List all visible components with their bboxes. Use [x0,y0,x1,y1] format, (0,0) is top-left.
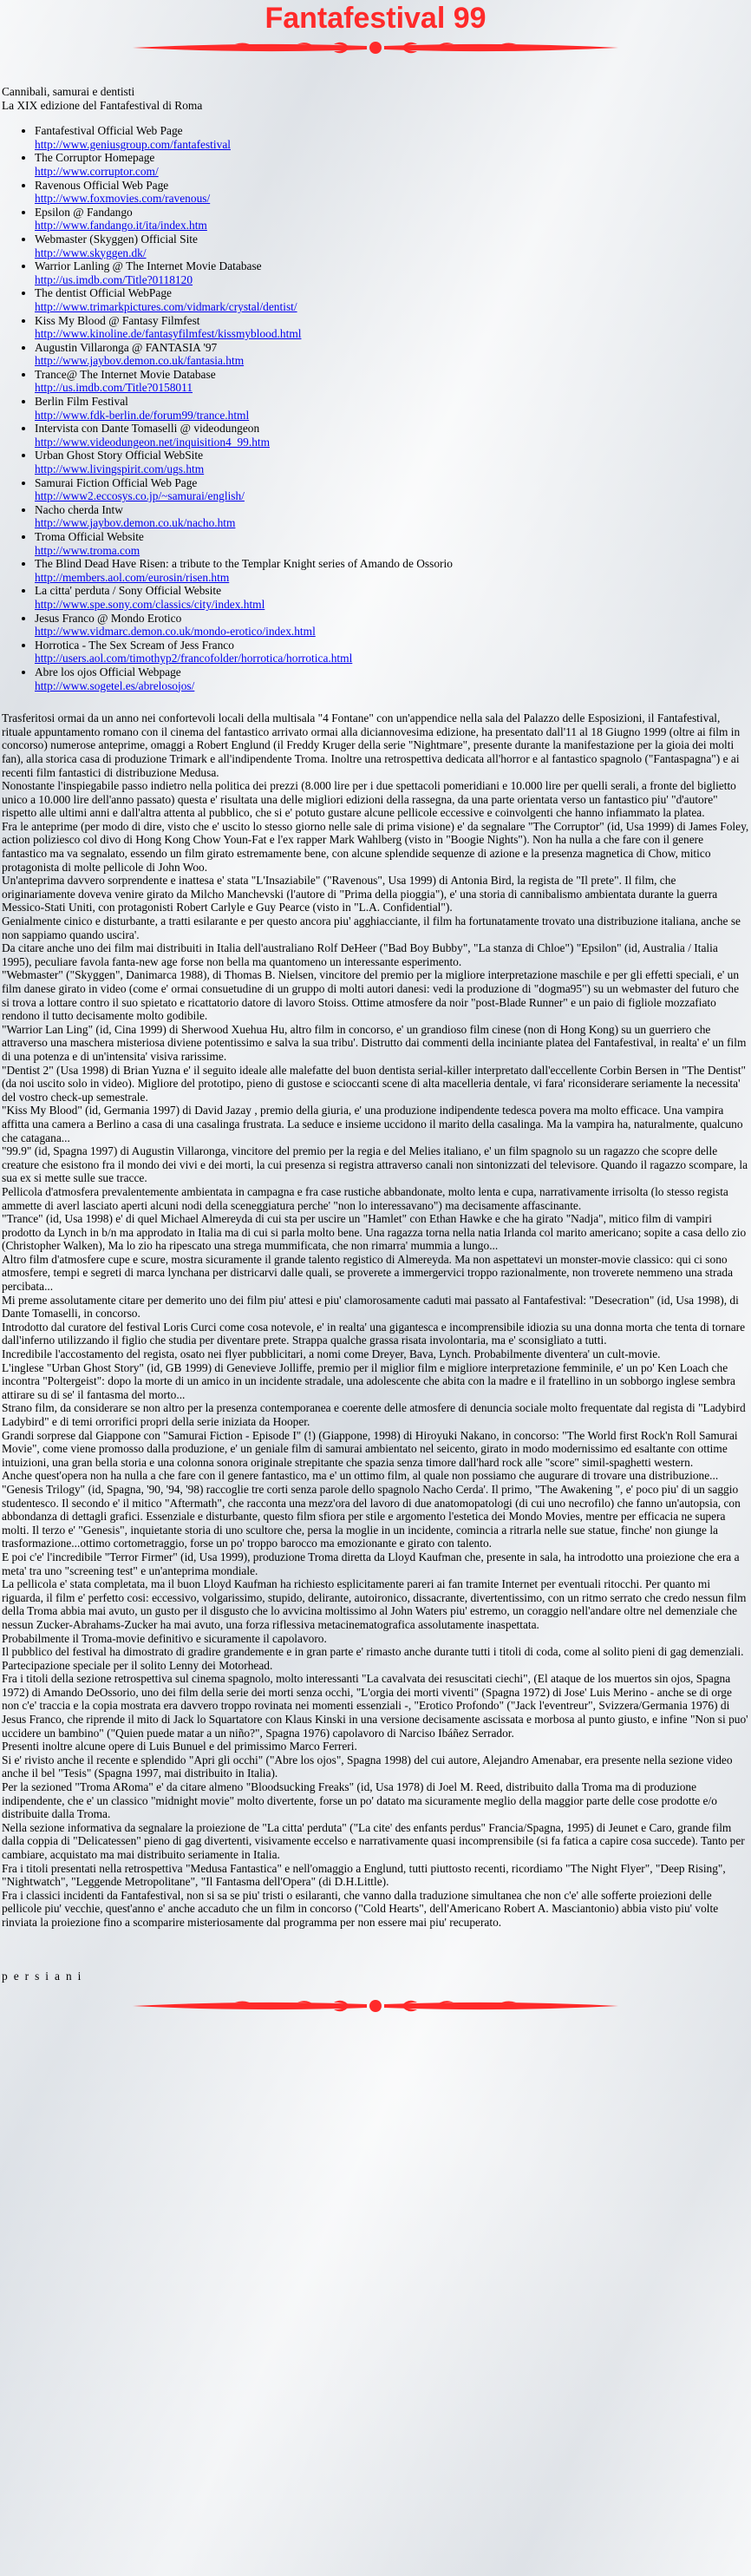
link-title: • Trance@ The Internet Movie Database [35,367,216,381]
article-paragraph: Incredibile l'accostamento del regista, osato nei flyer pubblicitari, a nomi come Dreyer, Bava, Lynch. Probabilmente diventera' un cult-movie. [2,1347,661,1361]
article-paragraph: La pellicola e' stata completata, ma il buon Lloyd Kaufman ha richiesto esplicitamente pareri ai fan tramite Internet per eventuali ritocchi. Per quanto mi riguarda, il film e' perfetto cosi: eccessivo, volgarissimo, stupido, delirante, autoironico, dissacrante, divertentissimo, con un ritmo serrato che credo nessun film della Troma abbia mai avuto, un gusto per il disgusto che lo avvicina moltissimo al John Waters piu' estremo, un coraggio nell'andare oltre nel demenziale che nessun Zucker-Abrahams-Zucker ha mai avuto, una forza riflessiva metacinematografica assolutamente inaspettata. [2,1577,747,1631]
link-title: • Ravenous Official Web Page [35,178,169,192]
article-paragraph: "Webmaster" ("Skyggen", Danimarca 1988), di Thomas B. Nielsen, vincitore del premio per la migliore interpretazione maschile e per gli effetti speciali, e' un film danese girato in video (come e' ormai consuetudine di un gruppo di molti autori danesi: vedi la produzione di "dogma95") su un webmaster del futuro che si trova a lottare contro il suo spietato e ricattatorio datore di lavoro Stoiss. Ottime atmosfere da noir "post-Blade Runner" e un paio di figliole mozzafiato rendono il tutto decisamente molto godibile. [2,968,740,1023]
article-paragraph: "Warrior Lan Ling" (id, Cina 1999) di Sherwood Xuehua Hu, altro film in concorso, e' un grandioso film cinese (non di Hong Kong) su un guerriero che attraverso una maschera misteriosa diviene potentissimo e salva la sua tribu'. Distrutto dai commenti della inciniante platea del Fantafestival, in realta' e' un film di una potenza e di un'intensita' visiva rarissime. [2,1022,747,1063]
link-list-item [35,449,751,475]
link-title: • Urban Ghost Story Official WebSite [35,449,204,462]
article-paragraph: Fra i titoli della sezione retrospettiva sul cinema spagnolo, molto interessanti "La cavalvata dei resuscitati ciechi", (El ataque de los muertos sin ojos, Spagna 1972) di Amando DeOssorio, uno dei film della serie dei morti senza occhi, "L'orgia dei morti viventi" (Spagna 1972) di Jose' Luis Merino - anche se di orge non c'e' traccia e la copia mostrata era davvero troppo rovinata nei momenti essenziali -, "Erotico Profondo" ("Jack l'eventreur", Svizzera/Germania 1976) di Jesus Franco, che riprende il mito di Jack lo Squartatore con Klaus Kinski in una versione decisamente ascissata e morbosa al punto giusto, e infine "Non si puo' uccidere un bambino" ("Quien puede matar a un niño?", Spagna 1976) capolavoro di Narciso Ibáñez Serrador. [2,1672,748,1740]
link-title: • Samurai Fiction Official Web Page [35,475,198,489]
link-list-item [35,503,751,530]
article-paragraph: "Dentist 2" (Usa 1998) di Brian Yuzna e' il seguito ideale alle malefatte del buon dentista serial-killer interpretato dall'eccellente Corbin Bersen in "The Dentist" (da noi uscito solo in video). Migliore del prototipo, pieno di gustose e scioccanti scene di alta macelleria dentale, vi fara' riconsiderare seriamente la necessita' del vostro check-up semestrale. [2,1063,746,1104]
article-paragraph: Nonostante l'inspiegabile passo indietro nella politica dei prezzi (8.000 lire per i due spettacoli pomeridiani e 10.000 lire per quelli serali, a fronte del biglietto unico a 10.000 lire dell'anno passato) questa e' risultata una delle migliori edizioni della rassegna, da una parte orientata verso un fantastico piu' "d'autore" rispetto alle ultimi anni e dall'altra attenta al pubblico, che si e' potuto gustare alcune pellicole eccessive e coinvolgenti che hanno infiammato la platea. [2,779,736,820]
article-body [0,711,751,1929]
link-url[interactable]: http://www.corruptor.com/ [35,164,159,178]
link-url[interactable]: http://www.fdk-berlin.de/forum99/trance.html [35,408,250,422]
link-list-item [35,233,751,259]
link-list-item [35,314,751,341]
article-paragraph: E poi c'e' l'incredibile "Terror Firmer" (id, Usa 1999), produzione Troma diretta da Lloyd Kaufman che, presente in sala, ha introdotto una proiezione che era a meta' tra uno "screening test" e un'anteprima mondiale. [2,1550,740,1577]
link-list-item [35,286,751,313]
link-list-item [35,665,751,692]
link-list-item [35,639,751,665]
link-url[interactable]: http://www.geniusgroup.com/fantafestival [35,137,231,151]
article-paragraph: Pellicola d'atmosfera prevalentemente ambientata in campagna e fra case rustiche abbandonate, molto lenta e cupa, narrativamente irrisolta (lo stesso regista ammette di averl lasciato aperti alcuni nodi della sceneggiatura perche' "non lo interessavano") ma decisamente affascinante. [2,1184,728,1212]
article-paragraph: Probabilmente il Troma-movie definitivo e sicuramente il capolavoro. [2,1631,327,1645]
link-title: • Nacho cherda Intw [35,502,123,516]
link-title: • Abre los ojos Official Webpage [35,665,181,678]
article-paragraph: Introdotto dal curatore del festival Loris Curci come cosa notevole, e' in realta' una gigantesca e incomprensibile idiozia su una donna morta che tenta di tornare dall'inferno utilizzando il figlio che studia per diventare prete. Strappa qualche grassa risata involontaria, ma e' sconsigliato a tutti. [2,1320,746,1347]
link-title: • Epsilon @ Fandango [35,205,133,219]
link-title: • La citta' perduta / Sony Official Website [35,584,222,598]
article-paragraph: Da citare anche uno dei film mai distribuiti in Italia dell'australiano Rolf DeHeer ("Bad Boy Bubby", "La stanza di Chloe") "Epsilon" (id, Australia / Italia 1995), peculiare favola fanta-new age forse non bella ma quantomeno un interessante esperimento. [2,941,718,968]
link-list-item [35,179,751,206]
link-list [0,124,751,692]
link-url[interactable]: http://www.sogetel.es/abrelosojos/ [35,678,195,692]
link-url[interactable]: http://www.fandango.it/ita/index.htm [35,219,207,233]
article-paragraph: Fra le anteprime (per modo di dire, visto che e' uscito lo stesso giorno nelle sale di prima visione) e' da segnalare "The Corruptor" (id, Usa 1999) di James Foley, action poliziesco col divo di Hong Kong Chow Youn-Fat e l'ex rapper Mark Wahlberg (visto in "Boogie Nights"). Non ha nulla a che fare con il genere fantastico ma va segnalato, essendo un film girato estremamente bene, con alcune splendide sequenze di azione e la presenza magnetica di Chow, mitico protagonista di molte pellicole di John Woo. [2,819,749,874]
link-title: • Berlin Film Festival [35,395,128,409]
article-paragraph: Trasferitosi ormai da un anno nei confortevoli locali della multisala "4 Fontane" con un'appendice nella sala del Palazzo delle Esposizioni, il Fantafestival, rituale appuntamento romano con il cinema del fantastico arrivato ormai alla diciannovesima edizione, ha presentato dall'11 al 18 Giugno 1999 (oltre ai film in concorso) numerose anteprime, omaggi a Robert Englund (il Freddy Kruger della serie "Nightmare", presente durante la manifestazione per la gioia dei molti fan), alla storica casa di produzione Trimark e all'indipendente Troma. Inoltre una retrospettiva dedicata all'horror e al fantastico spagnolo ("Fantaspagna") e ai recenti film fantastici di distribuzione Medusa. [2,711,741,779]
link-title: • The Corruptor Homepage [35,151,155,165]
ornament-divider-top [133,36,618,59]
link-title: • Troma Official Website [35,530,144,543]
link-url[interactable]: http://members.aol.com/eurosin/risen.htm [35,570,230,584]
link-title: • Webmaster (Skyggen) Official Site [35,232,198,246]
article-paragraph: "Genesis Trilogy" (id, Spagna, '90, '94, '98) raccoglie tre corti senza parole dello spagnolo Nacho Cerda'. Il primo, "The Awakening ", e' poco piu' di un saggio studentesco. Il secondo e' il mitico "Aftermath", che racconta una mezz'ora del lavoro di due anatomopatologi (di cui uno necrofilo) che fanno un'autopsia, con abbondanza di dettagli grafici. Essenziale e disturbante, questo film sfiora per stile e argomento l'estetica dei Mondo Movies, mentre per efficacia ne supera molti. Il terzo e' "Genesis", inquietante storia di uno scultore che, persa la moglie in un incidente, comincia a ritrarla nelle sue statue, finche' non giunge la trasformazione...ottimo cortometraggio, forse un po' troppo barocco ma emozionante e girato con talento. [2,1482,741,1550]
article-paragraph: Presenti inoltre alcune opere di Luis Bunuel e del primissimo Marco Ferreri. [2,1740,357,1753]
link-url[interactable]: http://www.skyggen.dk/ [35,246,147,259]
subtitle: Cannibali, samurai e dentisti [2,85,135,98]
article-paragraph: Fra i classici incidenti da Fantafestival, non si sa se piu' tristi o esilaranti, che vanno dalla traduzione simultanea che non c'e' alle sofferte proiezioni delle pellicole piu' vecchie, quest'anno e' anche accaduto che un film in concorso ("Cold Hearts", dell'Americano Robert A. Masciantonio) abbia visto piu' volte rinviata la proiezione fino a scomparire misteriosamente dal programma per non essere mai piu' recuperato. [2,1888,719,1929]
article-paragraph: L'inglese "Urban Ghost Story" (id, GB 1999) di Genevieve Jolliffe, premio per il miglior film e migliore interpretazione femminile, e' un po' Ken Loach che incontra "Poltergeist": dopo la morte di un amico in un incidente stradale, una adolescente che abita con la madre e il fratellino in un sobborgo inglese sembra attirare su di se' il fantasma del morto... [2,1360,735,1401]
article-paragraph: Fra i titoli presentati nella retrospettiva "Medusa Fantastica" e nell'omaggio a Englund, tutti piuttosto recenti, ricordiamo "The Night Flyer", "Deep Rising", "Nightwatch", "Leggende Metropolitane", "Il Fantasma dell'Opera" (di D.H.Little). [2,1861,726,1889]
link-url[interactable]: http://www.troma.com [35,543,140,557]
link-list-item [35,476,751,503]
article-paragraph: Altro film d'atmosfere cupe e scure, mostra sicuramente il grande talento registico di Almereyda. Ma non aspettatevi un monster-movie classico: qui ci sono atmosfere, tempi e segreti di marca lynchana per districarvi dalle quali, se proverete a immergervici troppo razionalmente, non troverete nemmeno una strada percibata... [2,1252,734,1294]
article-paragraph: Mi preme assolutamente citare per demerito uno dei film piu' attesi e piu' clamorosamente caduti mai passato al Fantafestival: "Desecration" (id, Usa 1998), di Dante Tomaselli, in concorso. [2,1293,739,1321]
author-signature: persiani [2,1969,88,1983]
link-url[interactable]: http://www.jaybov.demon.co.uk/fantasia.htm [35,354,245,368]
link-list-item [35,206,751,233]
article-paragraph: Anche quest'opera non ha nulla a che fare con il genere fantastico, ma e' un ottimo film, al quale non possiamo che augurare di trovare una distribuzione... [2,1469,719,1483]
article-paragraph: Il pubblico del festival ha dimostrato di gradire grandemente e in gran parte e' rimasto anche durante tutti i titoli di coda, come al solito pieni di gag demenziali. Partecipazione speciale per il solito Lenny dei Motorhead. [2,1645,744,1672]
link-url[interactable]: http://www.livingspirit.com/ugs.htm [35,462,205,476]
article-paragraph: Nella sezione informativa da segnalare la proiezione de "La citta' perduta" ("La cite' des enfants perdus" Francia/Spagna, 1995) di Jeunet e Caro, grande film dalla coppia di "Delicatessen" pieno di gag divertenti, visivamente eccelso e narrativamente quasi incomprensibile (si fa fatica a capire cosa succede). Tanto per cambiare, acquistato ma mai distribuito seriamente in Italia. [2,1820,745,1861]
link-list-item [35,395,751,422]
link-list-item [35,151,751,178]
link-list-item [35,368,751,395]
link-list-item [35,612,751,639]
link-title: • Fantafestival Official Web Page [35,124,183,138]
article-paragraph: Per la sezioned "Troma ARoma" e' da citare almeno "Bloodsucking Freaks" (id, Usa 1978) di Joel M. Reed, distribuito dalla Troma ma di produzione indipendente, che e' un classico "midnight movie" molto divertente, forse un po' datato ma sicuramente meglio della maggior parte delle cose prodotte e/o distribuite dalla Troma. [2,1780,717,1821]
link-title: • Jesus Franco @ Mondo Erotico [35,611,182,625]
article-paragraph: "99.9" (id, Spagna 1997) di Augustin Villaronga, vincitore del premio per la regia e del Melies italiano, e' un film spagnolo su un ragazzo che scopre delle creature che esistono fra il mondo dei vivi e dei morti, la cui presenza si registra attraverso canali non sintonizzati del televisore. Quando il ragazzo scompare, la sua ex si mette sulle sue tracce. [2,1144,748,1185]
article-paragraph: Grandi sorprese dal Giappone con "Samurai Fiction - Episode I" (!) (Giappone, 1998) di Hiroyuki Nakano, in concorso: "The World first Rock'n Roll Samurai Movie", come viene promosso dalla produzione, e' un geniale film di samurai ambientato nel seicento, girato in modo modernissimo ed esaltante con ottime intuizioni, una gran bella storia e una colonna sonora originale strepitante che spazia senza timore dall'hard rock alle "score" simil-spaghetti western. [2,1428,738,1469]
ornament-divider-bottom [133,1995,618,2017]
link-url[interactable]: http://www.foxmovies.com/ravenous/ [35,192,211,206]
link-title: • The dentist Official WebPage [35,286,172,300]
link-title: • Augustin Villaronga @ FANTASIA '97 [35,340,218,354]
article-paragraph: Strano film, da considerare se non altro per la presenza contemporanea e coerente delle atmosfere di denuncia sociale molto frequentate dal regista di "Ladybird Ladybird" e di temi orrorifici propri della serie iniziata da Hooper. [2,1401,746,1428]
link-url[interactable]: http://us.imdb.com/Title?0118120 [35,272,193,286]
link-list-item [35,124,751,151]
link-list-item [35,530,751,557]
intro-block [2,85,751,112]
link-url[interactable]: http://www.vidmarc.demon.co.uk/mondo-erotico/index.html [35,625,316,639]
link-url[interactable]: http://www2.eccosys.co.jp/~samurai/english/ [35,489,245,503]
link-title: • Kiss My Blood @ Fantasy Filmfest [35,313,200,327]
article-paragraph: Un'anteprima davvero sorprendente e inattesa e' stata "L'Insaziabile" ("Ravenous", Usa 1999) di Antonia Bird, la regista de "Il prete". Il film, che originariamente doveva venire girato da Milcho Manchevski (l'autore di "Prima della pioggia"), e' una storia di cannibalismo ambientata durante la guerra Messico-Stati Uniti, con protagonisti Robert Carlyle e Guy Pearce (visto in "L.A. Confidential"). [2,874,718,914]
link-title: • The Blind Dead Have Risen: a tribute to the Templar Knight series of Amando de Ossorio [35,557,453,571]
article-paragraph: Si e' rivisto anche il recente e splendido "Apri gli occhi" ("Abre los ojos", Spagna 1998) del cui autore, Alejandro Amenabar, era presente nella sezione video anche il bel "Tesis" (Spagna 1997, mai distribuito in Italia). [2,1753,733,1780]
link-title: • Intervista con Dante Tomaselli @ videodungeon [35,422,260,436]
link-url[interactable]: http://us.imdb.com/Title?0158011 [35,381,193,395]
link-list-item [35,341,751,368]
article-paragraph: "Trance" (id, Usa 1998) e' di quel Michael Almereyda di cui sta per uscire un "Hamlet" con Ethan Hawke e che ha girato "Nadja", mitico film di vampiri prodotto da Lynch in b/n ma approdato in Italia ma di cui si parla molto bene. Una ragazza torna nella natia Irlanda col marito americano; sopite a casa dello zio (Christopher Walken), Ma lo zio ha ripescato una strega mummificata, che non rimarra' mummia a lungo... [2,1212,747,1253]
link-url[interactable]: http://www.kinoline.de/fantasyfilmfest/kissmyblood.html [35,327,302,341]
page-title: Fantafestival 99 [264,2,487,35]
link-list-item [35,557,751,584]
article-paragraph: Genialmente cinico e disturbante, a tratti esilarante e per questo ancora piu' agghiacciante, il film ha fortunatamente trovato una distribuzione italiana, anche se non sappiamo quando uscira'. [2,914,741,941]
link-url[interactable]: http://www.videodungeon.net/inquisition4_99.htm [35,435,271,449]
link-title: • Horrotica - The Sex Scream of Jess Franco [35,638,234,652]
edition-line: La XIX edizione del Fantafestival di Roma [2,98,203,112]
link-url[interactable]: http://www.trimarkpictures.com/vidmark/crystal/dentist/ [35,299,297,313]
link-list-item [35,584,751,611]
link-url[interactable]: http://www.jaybov.demon.co.uk/nacho.htm [35,516,236,530]
link-url[interactable]: http://www.spe.sony.com/classics/city/index.html [35,597,265,611]
link-url[interactable]: http://users.aol.com/timothyp2/francofolder/horrotica/horrotica.html [35,652,353,665]
article-paragraph: "Kiss My Blood" (id, Germania 1997) di David Jazay , premio della giuria, e' una produzione indipendente tedesca povera ma molto efficace. Una vampira affitta una camera a Berlino a casa di una casalinga frustrata. La seduce e insieme uccidono il marito della casalinga. Ma la vampira ha, naturalmente, qualcuno che catagana... [2,1104,743,1144]
link-title: • Warrior Lanling @ The Internet Movie Database [35,259,262,273]
link-list-item [35,259,751,286]
link-list-item [35,422,751,449]
